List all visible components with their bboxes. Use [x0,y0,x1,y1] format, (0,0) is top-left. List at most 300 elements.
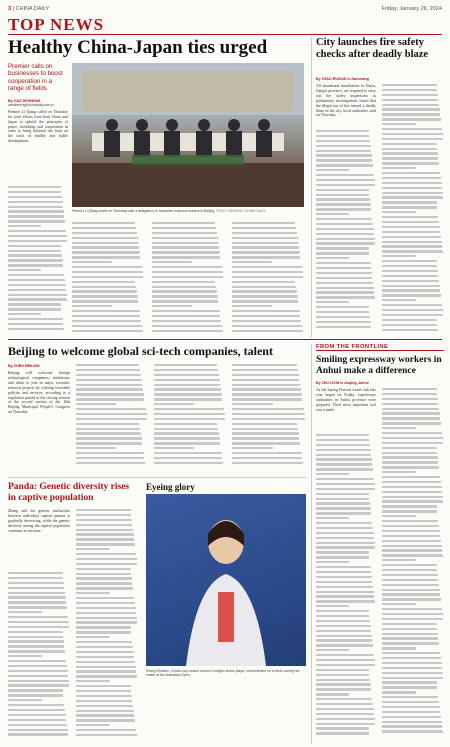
text-line [8,606,67,608]
text-line [154,452,222,454]
text-line [152,271,223,273]
text-line [76,447,116,449]
text-line [152,310,220,312]
text-line [154,364,217,366]
text-line [382,104,439,106]
text-line [382,299,416,301]
text-line [232,232,297,234]
main-body-col-2 [152,222,224,335]
text-line [76,592,110,594]
text-line [382,584,439,586]
text-line [316,301,349,303]
text-line [72,237,138,239]
text-line [154,369,218,371]
text-line [316,498,369,500]
text-line [232,261,272,263]
text-line [382,545,442,547]
text-line [316,296,375,298]
text-line [316,145,371,147]
text-line [8,186,61,188]
smile-body-col-2 [382,388,444,740]
text-line [382,412,440,414]
text-line [316,174,374,176]
text-line [316,135,369,137]
smile-headline: Smiling expressway workers in Anhui make a difference [316,355,442,376]
text-line [316,507,371,509]
text-line [72,276,143,278]
text-line [316,727,369,729]
text-line [382,662,442,664]
text-line [76,582,132,584]
text-line [382,329,438,331]
text-line [316,194,369,196]
text-line [232,295,298,297]
text-line [382,549,442,551]
section-header [8,16,442,35]
text-line [316,247,369,249]
text-line [382,535,440,537]
text-line [316,159,372,161]
text-line [72,232,137,234]
text-line [76,403,116,405]
main-body-col-1 [72,222,144,335]
text-line [316,561,349,563]
text-line [382,398,438,400]
text-line [316,718,375,720]
column-rule-right-lower [311,344,312,744]
text-line [76,656,134,658]
text-line [152,256,220,258]
text-line [316,306,369,308]
text-line [76,607,136,609]
text-line [316,203,371,205]
text-line [8,596,66,598]
text-line [316,605,349,607]
text-line [316,164,373,166]
beijing-headline: Beijing to welcome global sci-tech companies, talent [8,344,273,358]
text-line [382,182,442,184]
text-line [8,709,65,711]
text-line [382,123,416,125]
text-line [316,644,373,646]
text-line [232,256,300,258]
text-line [316,272,372,274]
text-line [76,573,131,575]
text-line [152,266,222,268]
text-line [232,408,304,410]
text-line [316,537,374,539]
main-lead-paragraph: Premier Li Qiang called on Thursday for joint efforts from both China and Japan to uphold the principles of peace, friendship and cooperation in order to bring bilateral ties back on the track of healthy and stable development. [8,109,68,144]
text-line [76,384,142,386]
text-line [316,228,374,230]
text-line [8,313,41,315]
text-line [232,222,295,224]
text-line [76,413,147,415]
smile-byline: By ZHU LIXIN in Anqing, Anhui [316,381,369,385]
page-number-and-paper: 3 | CHINA DAILY [8,6,50,12]
text-line [316,732,369,734]
text-line [382,403,438,405]
text-line [76,442,142,444]
text-line [232,432,299,434]
panda-lead-paragraph: Zhang said the genetic similarities between individual captive pandas is gradually decreasing, while the genetic diversity among the captive population continues to increase. [8,509,70,533]
text-line [232,310,300,312]
text-line [316,454,371,456]
text-line [8,616,68,618]
text-line [8,235,67,237]
main-photo-credit: FENG YONGBIN / CHINA DAILY [216,209,266,213]
text-line [232,398,302,400]
text-line [316,698,372,700]
text-line [8,323,63,325]
text-line [232,369,298,371]
text-line [8,621,69,623]
text-line [382,393,437,395]
text-line [154,418,225,420]
text-line [8,640,64,642]
text-line [316,287,374,289]
eyeing-glory-headline: Eyeing glory [146,482,195,492]
text-line [232,325,302,327]
text-line [72,310,140,312]
text-line [76,626,131,628]
text-line [232,384,300,386]
text-line [382,500,443,502]
text-line [232,462,303,464]
text-line [316,595,374,597]
text-line [382,613,443,615]
text-line [8,694,63,696]
section-title: TOP NEWS [8,15,105,34]
text-line [76,457,144,459]
text-line [382,476,440,478]
text-line [382,245,442,247]
text-line [154,413,225,415]
text-line [382,525,439,527]
text-line [316,493,369,495]
text-line [76,423,139,425]
text-line [316,444,370,446]
text-line [76,666,136,668]
text-line [316,213,349,215]
text-line [154,447,194,449]
text-line [382,686,437,688]
text-line [76,563,137,565]
text-line [316,586,373,588]
text-line [382,167,416,169]
text-line [316,488,375,490]
text-line [72,286,136,288]
text-line [382,118,441,120]
eyeing-glory-caption: Zhang Shuwen, China's top-ranked women's singles tennis player, concentrates on a return during her match at the Australian Open. [146,669,300,678]
text-line [232,374,299,376]
main-col-a-body [8,186,68,336]
text-line [316,571,371,573]
text-line [232,403,273,405]
panda-body-col-2 [76,509,138,740]
main-headline: Healthy China-Japan ties urged [8,37,268,58]
text-line [232,330,303,332]
text-line [382,84,437,86]
text-line [76,670,136,672]
text-line [316,316,370,318]
text-line [382,564,437,566]
text-line [76,514,131,516]
text-line [8,303,61,305]
text-line [382,730,443,732]
text-line [8,220,65,222]
text-line [382,647,416,649]
text-line [316,532,374,534]
text-line [382,294,441,296]
text-line [382,554,443,556]
text-line [72,251,140,253]
text-line [382,579,438,581]
text-line [8,719,66,721]
text-line [316,669,369,671]
text-line [72,246,139,248]
text-line [76,636,110,638]
paper-name: CHINA DAILY [15,6,50,12]
text-line [382,466,439,468]
text-line [382,677,443,679]
text-line [382,721,442,723]
text-line [232,413,305,415]
text-line [76,452,144,454]
text-line [154,428,218,430]
text-line [382,280,439,282]
text-line [382,206,437,208]
text-line [382,559,416,561]
main-photo-caption-text: Premier Li Qiang meets on Thursday with a delegation of Japanese business leaders in Beijing. [72,209,216,213]
text-line [382,187,442,189]
text-line [8,210,64,212]
text-line [382,177,441,179]
text-line [72,325,142,327]
text-line [316,262,371,264]
text-line [76,641,132,643]
text-line [8,264,63,266]
text-line [154,393,222,395]
text-line [8,196,62,198]
text-line [72,305,112,307]
eyeing-glory-photo [146,494,306,666]
text-line [382,667,442,669]
text-line [316,635,372,637]
text-line [8,660,66,662]
text-line [154,379,220,381]
text-line [232,437,299,439]
text-line [382,265,437,267]
text-line [382,388,437,390]
text-line [382,603,416,605]
text-line [76,543,135,545]
text-line [382,510,437,512]
beijing-body-col-2 [76,364,148,471]
text-line [232,276,303,278]
text-line [382,285,440,287]
text-line [76,724,110,726]
text-line [382,486,442,488]
text-line [76,462,145,464]
text-line [232,428,298,430]
text-line [232,242,298,244]
text-line [76,587,133,589]
text-line [152,325,222,327]
text-line [316,693,349,695]
text-line [382,618,443,620]
text-line [316,154,372,156]
text-line [76,729,136,731]
text-line [8,289,66,291]
text-line [382,711,440,713]
text-line [316,576,372,578]
text-line [382,461,438,463]
text-line [76,621,137,623]
text-line [76,617,137,619]
text-line [382,133,443,135]
text-line [152,315,220,317]
text-line [76,685,131,687]
text-line [76,651,134,653]
horizontal-rule-mid [8,339,442,340]
text-line [316,473,349,475]
text-line [76,379,142,381]
text-line [76,719,135,721]
text-line [152,305,192,307]
text-line [382,314,443,316]
text-line [382,324,437,326]
text-line [382,162,439,164]
text-line [316,458,372,460]
text-line [8,650,65,652]
text-line [382,427,416,429]
text-line [316,218,372,220]
text-line [382,192,443,194]
text-line [76,388,143,390]
text-line [76,529,133,531]
text-line [8,601,66,603]
text-line [382,422,441,424]
text-line [76,558,137,560]
text-line [154,403,194,405]
text-line [382,99,438,101]
text-line [76,519,132,521]
text-line [316,551,369,553]
text-line [8,245,61,247]
text-line [382,211,416,213]
text-line [8,626,69,628]
text-line [152,281,215,283]
text-line [232,305,272,307]
text-line [316,169,349,171]
main-photo-caption [72,209,304,213]
text-line [8,582,64,584]
text-line [8,670,68,672]
text-line [382,471,416,473]
text-line [152,222,215,224]
horizontal-rule-lower [8,477,306,478]
text-line [316,566,371,568]
text-line [76,675,137,677]
text-line [232,320,301,322]
text-line [316,713,374,715]
text-line [8,201,63,203]
text-line [154,408,224,410]
text-line [382,196,443,198]
text-line [316,630,371,632]
text-line [72,281,135,283]
text-line [72,242,138,244]
text-line [72,300,138,302]
text-line [76,369,140,371]
text-line [382,628,437,630]
text-line [152,320,221,322]
text-line [382,408,439,410]
text-line [8,250,61,252]
fire-body-col-1 [316,130,376,335]
athlete-illustration [146,494,306,666]
text-line [382,540,441,542]
text-line [382,657,441,659]
text-line [232,315,300,317]
text-line [316,556,369,558]
text-line [232,286,296,288]
text-line [382,319,437,321]
text-line [316,321,371,323]
text-line [382,574,438,576]
text-line [316,674,369,676]
text-line [382,304,442,306]
text-line [316,439,369,441]
text-line [382,172,440,174]
text-line [382,157,438,159]
text-line [382,231,440,233]
text-line [316,723,375,725]
main-photo [72,63,304,207]
text-line [382,706,440,708]
text-line [76,710,134,712]
text-line [76,714,134,716]
text-line [382,623,437,625]
text-line [316,639,372,641]
text-line [232,418,305,420]
text-line [232,379,299,381]
text-line [76,568,131,570]
text-line [316,208,371,210]
beijing-body-col-3 [154,364,226,471]
text-line [76,597,134,599]
text-line [232,442,300,444]
text-line [8,206,63,208]
text-line [382,270,438,272]
text-line [382,481,441,483]
text-line [154,437,220,439]
text-line [316,502,370,504]
beijing-byline: By CHEN MEILING [8,364,40,368]
text-line [76,374,141,376]
text-line [76,734,137,736]
text-line [382,309,443,311]
text-line [382,289,440,291]
text-line [316,610,369,612]
text-line [8,279,65,281]
text-line [316,625,371,627]
text-line [316,184,375,186]
text-line [76,695,132,697]
text-line [316,189,369,191]
text-line [382,637,438,639]
